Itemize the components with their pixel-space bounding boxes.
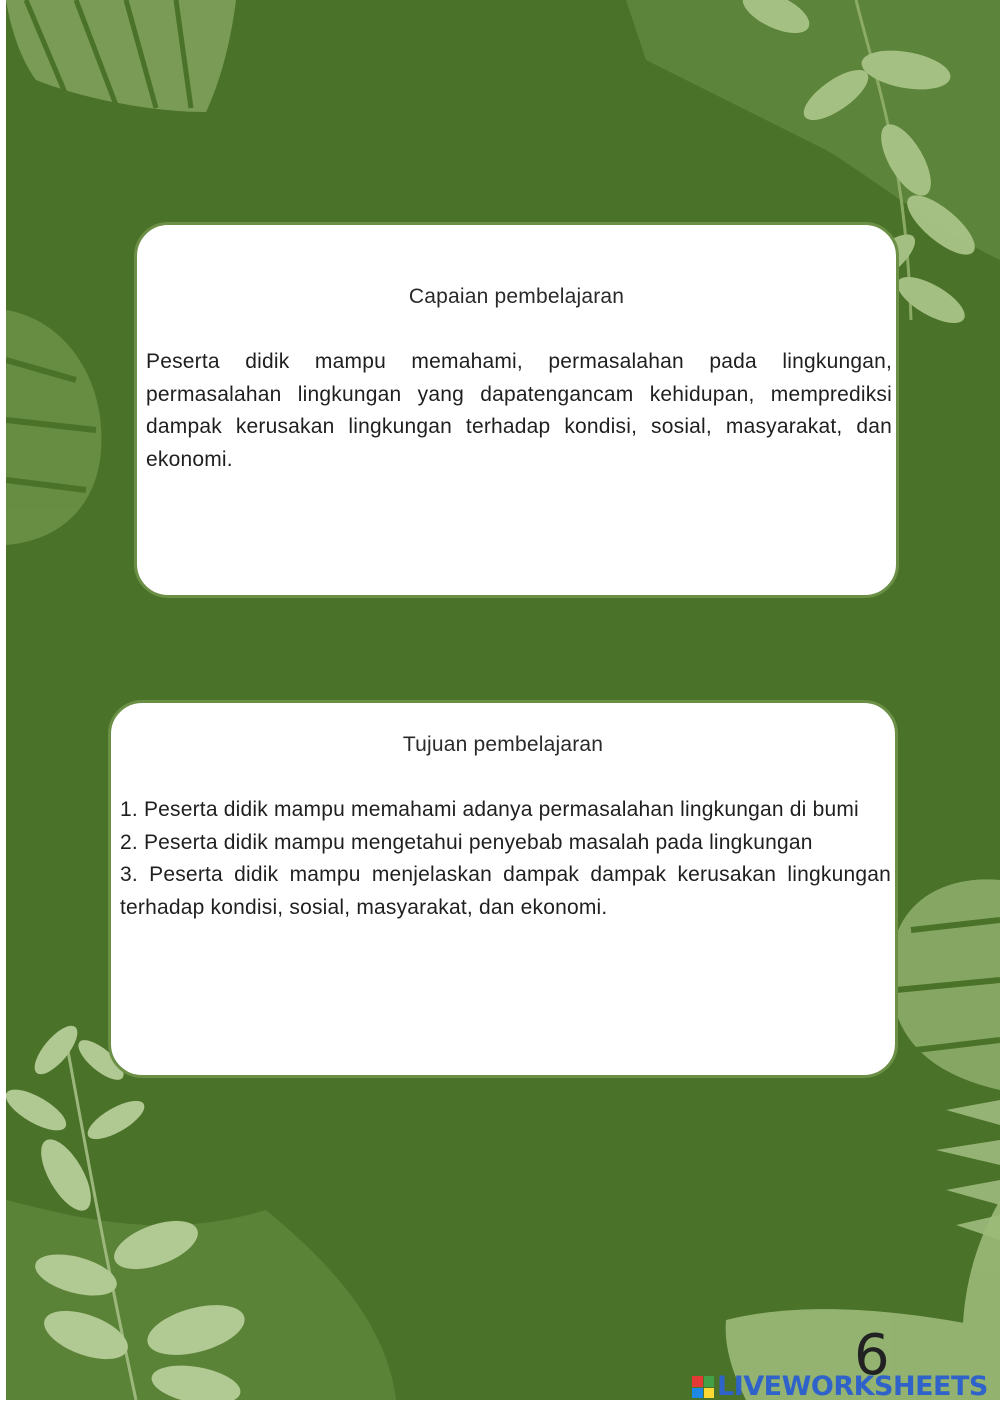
monstera-leaf-right: [890, 879, 1000, 1090]
page-number: 6: [854, 1323, 890, 1388]
tujuan-item: 2. Peserta didik mampu mengetahui penyebab masalah pada lingkungan: [120, 830, 813, 854]
worksheet-page: [6, 0, 1000, 1400]
palm-leaf-top-left: [6, 0, 236, 112]
liveworksheets-text: LIVEWORKSHEETS: [717, 1371, 988, 1402]
tujuan-title: Tujuan pembelajaran: [402, 733, 604, 756]
monstera-leaf-left: [6, 310, 101, 545]
tujuan-card: [108, 700, 898, 1078]
tujuan-list: [120, 794, 891, 924]
liveworksheets-watermark[interactable]: [692, 1372, 988, 1402]
tujuan-item: 1. Peserta didik mampu memahami adanya permasalahan lingkungan di bumi: [120, 798, 859, 821]
liveworksheets-logo-icon: [692, 1376, 714, 1398]
tujuan-item: 3. Peserta didik mampu menjelaskan dampak dampak kerusakan lingkungan terhadap kondisi, sosial, masyarakat, dan ekonomi.: [120, 863, 891, 919]
capaian-body: Peserta didik mampu memahami, permasalahan pada lingkungan, permasalahan lingkungan yang dapatengancam kehidupan, memprediksi dampak kerusakan lingkungan terhadap kondisi, sosial, masyarakat, dan ekonomi.: [146, 350, 892, 471]
capaian-title: Capaian pembelajaran: [408, 285, 625, 308]
capaian-card: [134, 222, 899, 598]
